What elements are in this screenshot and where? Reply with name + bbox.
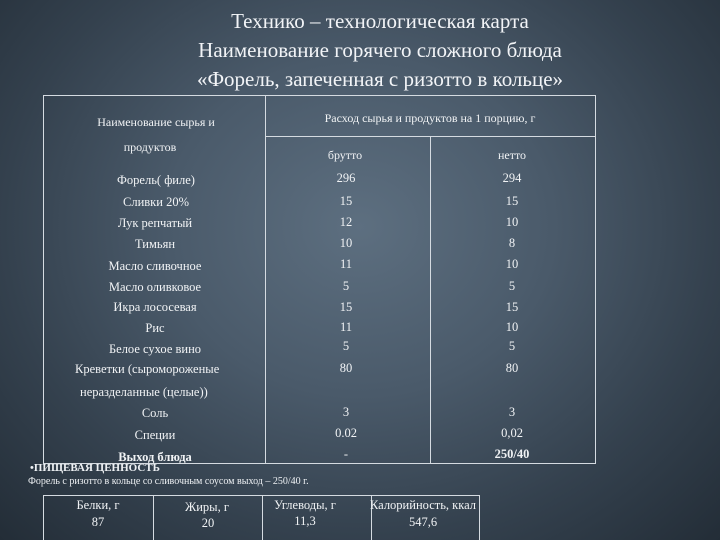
nutrition-label-calories: Калорийность, ккал <box>369 498 477 512</box>
row-brutto: 11 <box>339 257 353 271</box>
nutrition-value-protein: 87 <box>91 515 105 529</box>
row-name: Лук репчатый <box>117 216 193 230</box>
header-netto: нетто <box>497 148 527 162</box>
page-title-line-1: Технико – технологическая карта <box>231 9 529 33</box>
row-netto: 15 <box>505 300 519 314</box>
table-left-border <box>43 95 44 464</box>
table-right-border <box>595 95 596 464</box>
header-consumption: Расход сырья и продуктов на 1 порцию, г <box>324 111 536 125</box>
row-netto: 5 <box>508 279 516 293</box>
row-netto: 0,02 <box>501 426 523 440</box>
row-brutto: 0.02 <box>335 426 357 440</box>
header-name-line-1: Наименование сырья и <box>97 115 215 129</box>
nutrition-col-border <box>262 495 263 540</box>
row-name: Рис <box>145 321 165 335</box>
row-name: Тимьян <box>134 237 176 251</box>
nutrition-label-protein: Белки, г <box>76 498 120 512</box>
nutrition-heading: •ПИЩЕВАЯ ЦЕННОСТЬ <box>30 462 160 474</box>
table-subheader-line <box>265 136 596 137</box>
row-name: Специи <box>134 428 176 442</box>
row-name: Масло сливочное <box>108 259 202 273</box>
row-netto: 250/40 <box>494 447 530 461</box>
nutrition-value-carbs: 11,3 <box>294 514 316 528</box>
row-name-line-2: неразделанные (целые)) <box>80 385 208 399</box>
row-brutto: 15 <box>339 194 353 208</box>
page-title-line-3: «Форель, запеченная с ризотто в кольце» <box>196 67 564 91</box>
row-netto: 8 <box>508 236 516 250</box>
row-netto: 10 <box>505 215 519 229</box>
row-brutto: 3 <box>342 405 350 419</box>
header-brutto: брутто <box>327 148 363 162</box>
row-name: Белое сухое вино <box>108 342 202 356</box>
row-brutto: 15 <box>339 300 353 314</box>
row-name: Форель( филе) <box>117 173 195 187</box>
row-brutto: 5 <box>342 339 350 353</box>
table-top-border <box>43 95 596 96</box>
row-netto: 5 <box>508 339 516 353</box>
nutrition-col-border <box>479 495 480 540</box>
row-brutto: 11 <box>339 320 353 334</box>
table-name-column-divider <box>265 95 266 464</box>
page-title-line-2: Наименование горячего сложного блюда <box>198 38 562 62</box>
row-brutto: 80 <box>339 361 353 375</box>
row-netto: 3 <box>508 405 516 419</box>
row-brutto: 10 <box>339 236 353 250</box>
row-brutto: 296 <box>336 171 356 185</box>
row-name: Икра лососевая <box>113 300 197 314</box>
row-name: Сливки 20% <box>123 195 189 209</box>
row-name: Масло оливковое <box>108 280 202 294</box>
row-netto: 80 <box>505 361 519 375</box>
row-netto: 294 <box>502 171 522 185</box>
nutrition-label-carbs: Углеводы, г <box>274 498 336 512</box>
row-netto: 15 <box>505 194 519 208</box>
row-brutto: 12 <box>339 215 353 229</box>
nutrition-value-fat: 20 <box>201 516 215 530</box>
row-name: Соль <box>141 406 169 420</box>
nutrition-note: Форель с ризотто в кольце со сливочным соусом выход – 250/40 г. <box>28 476 309 487</box>
row-brutto: 5 <box>342 279 350 293</box>
nutrition-value-calories: 547,6 <box>408 515 438 529</box>
row-name: Выход блюда <box>118 450 192 464</box>
nutrition-col-border <box>43 495 44 540</box>
header-name-line-2: продуктов <box>123 140 177 154</box>
row-netto: 10 <box>505 320 519 334</box>
row-name-line-1: Креветки (сыромороженые <box>75 362 220 376</box>
row-brutto: - <box>343 447 349 461</box>
nutrition-col-border <box>153 495 154 540</box>
row-netto: 10 <box>505 257 519 271</box>
table-brutto-netto-divider <box>430 136 431 464</box>
nutrition-label-fat: Жиры, г <box>185 500 229 514</box>
